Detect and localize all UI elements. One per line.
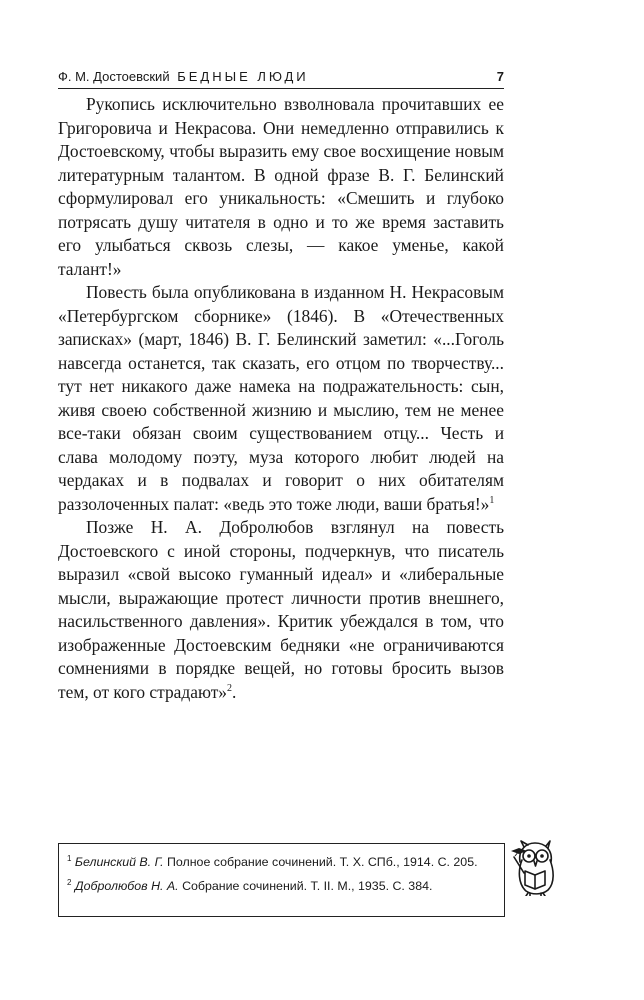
footnote-number: 2 <box>67 877 72 887</box>
footnote-ref[interactable]: 2 <box>227 682 233 694</box>
paragraph-tail: . <box>232 681 237 702</box>
footnotes-box <box>58 843 505 917</box>
paragraph-text: Позже Н. А. Добролюбов взглянул на повесть Достоевского с иной стороны, подчеркнув, что писатель выразил «свой высоко гуманный идеал» и «либеральные мысли, выражающие протест личности против внешнего, насильственного давления». Критик убеждался в том, что изображенные Достоевским бедняки «не ограничиваются сомнениями в порядке вещей, но готовы бросить вызов тем, от кого страдают» <box>58 517 504 702</box>
page-number: 7 <box>496 69 504 84</box>
footnote <box>67 878 496 894</box>
footnote-author: Белинский В. Г. <box>74 855 164 869</box>
footnote <box>67 854 496 870</box>
footnote-text: Собрание сочинений. Т. II. М., 1935. С. 384. <box>178 879 433 893</box>
header-author: Ф. М. Достоевский <box>58 69 170 84</box>
paragraph-text: Повесть была опубликована в изданном Н. Некрасовым «Петербургском сборнике» (1846). В «Отечественных записках» (март, 1846) В. Г. Белинский заметил: «...Гоголь навсегда останется, так сказать, его отцом по творчеству... тут нет никакого даже намека на подражательность: сын, живя своею собственной жизнию и мыслию, тем не менее все-таки обязан своим существованием отцу... Честь и слава молодому поэту, муза которого любит людей на чердаках и в подвалах и говорит о них обитателям раззолоченных палат: «ведь это тоже люди, ваши братья!» <box>58 282 504 514</box>
paragraph <box>58 516 504 704</box>
footnote-ref[interactable]: 1 <box>489 494 495 506</box>
footnote-author: Добролюбов Н. А. <box>74 879 179 893</box>
main-text <box>58 93 504 704</box>
footnote-number: 1 <box>67 853 72 863</box>
running-header <box>58 68 504 89</box>
paragraph <box>58 281 504 516</box>
paragraph <box>58 93 504 281</box>
owl-mascot-icon <box>508 838 562 896</box>
header-book-title: БЕДНЫЕ ЛЮДИ <box>177 69 309 84</box>
footnote-text: Полное собрание сочинений. Т. X. СПб., 1914. С. 205. <box>163 855 478 869</box>
paragraph-text: Рукопись исключительно взволновала прочитавших ее Григоровича и Некрасова. Они немедленно отправились к Достоевскому, чтобы выразить ему свое восхищение новым литературным талантом. В одной фразе В. Г. Белинский сформулировал его уникальность: «Смешить и глубоко потрясать душу читателя в одно и то же время заставить его улыбаться сквозь слезы, — какое уменье, какой талант!» <box>58 94 504 279</box>
